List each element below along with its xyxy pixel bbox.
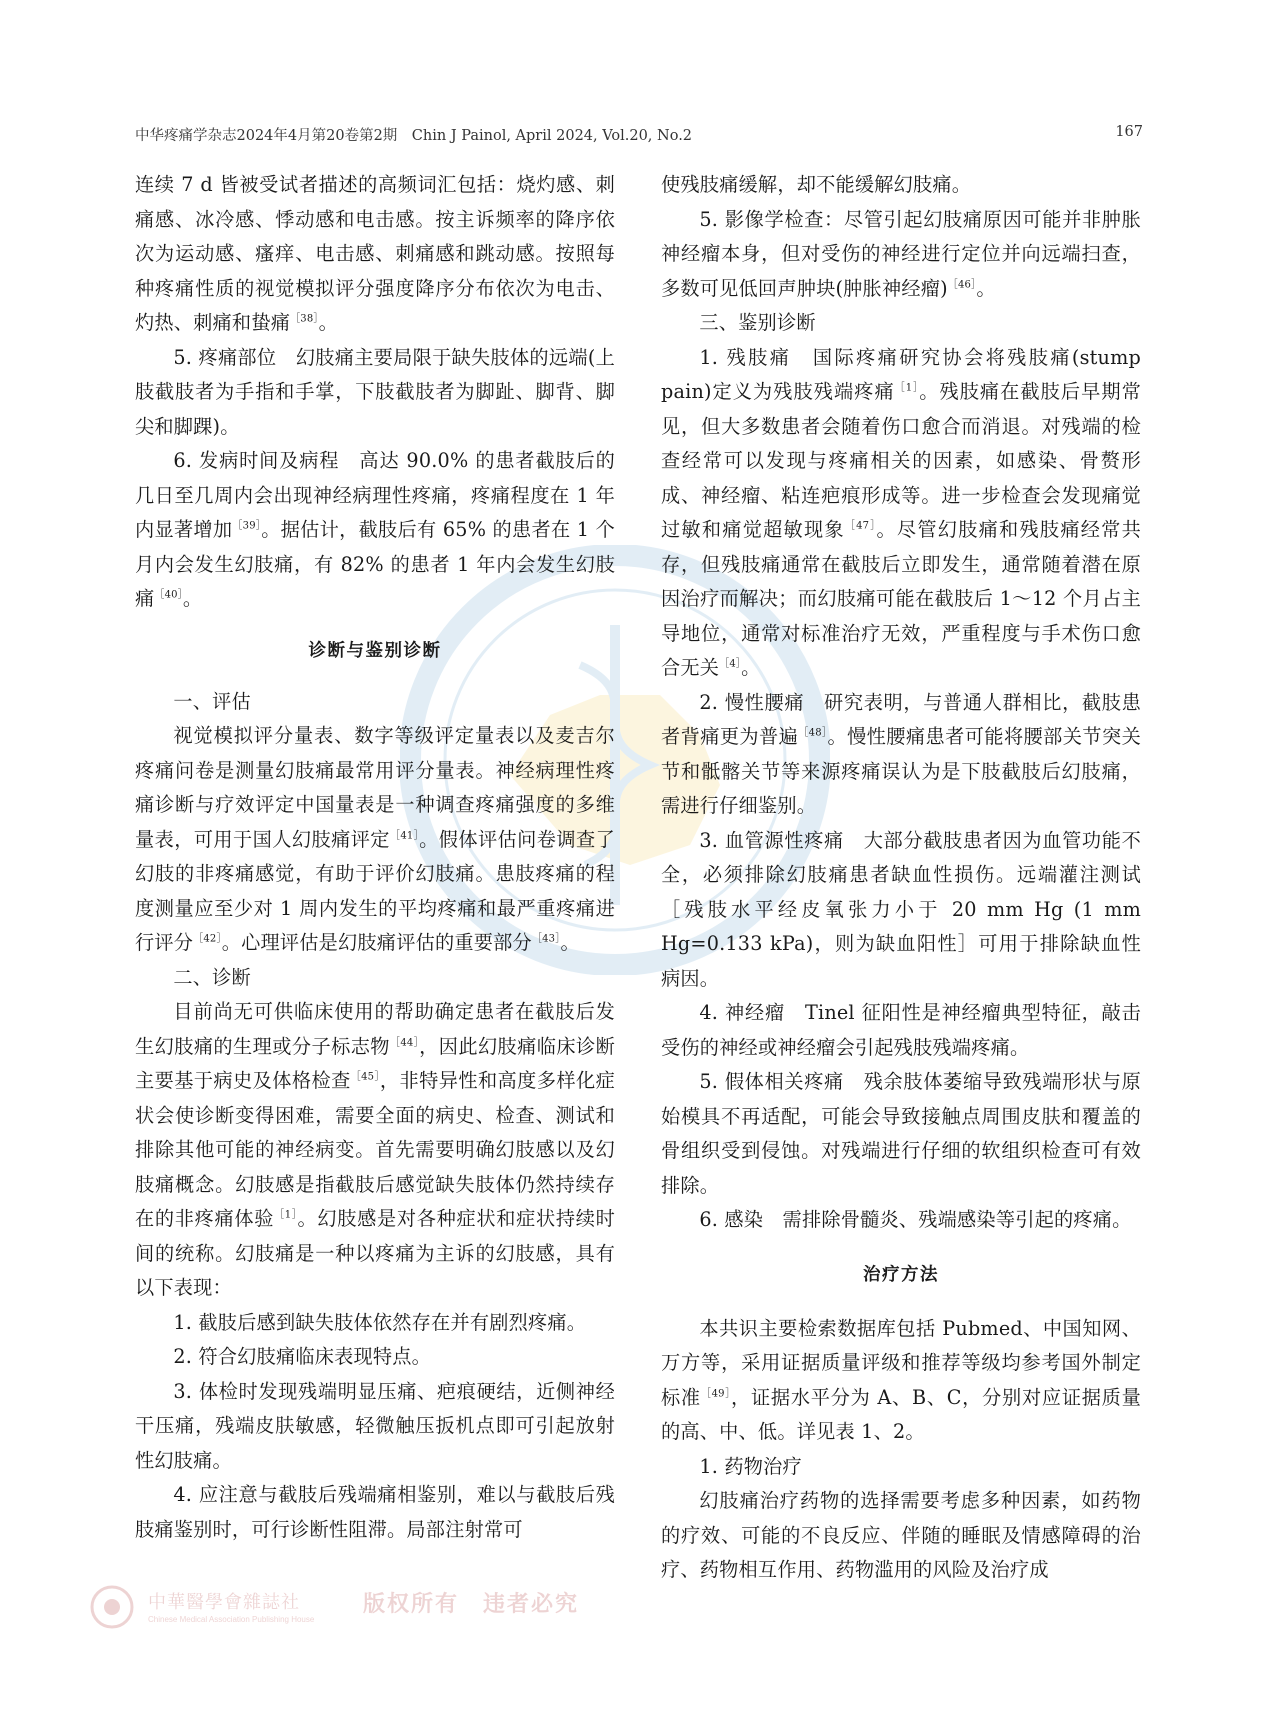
citation-ref[interactable]: ［47］ [844,520,877,532]
section-heading-treatment: 治疗方法 [863,1264,939,1285]
list-item: 3. 体检时发现残端明显压痛、疤痕硬结，近侧神经干压痛，残端皮肤敏感，轻微触压扳机点即可引起放射性幻肢痛。 [135,1379,615,1472]
page-number: 167 [1115,124,1143,140]
right-column [661,168,1141,1588]
citation-ref[interactable]: ［39］ [232,520,262,532]
citation-ref[interactable]: ［49］ [700,1388,732,1400]
publisher-watermark [88,1583,588,1633]
paragraph: 本共识主要检索数据库包括 Pubmed、中国知网、万方等，采用证据质量评级和推荐等级均参考国外制定标准$^{[49]}$，证据水平分为 A、B、C，分别对应证据质量的高、中、低。详见表 1、2。 [661,1316,1142,1443]
paragraph: 目前尚无可供临床使用的帮助确定患者在截肢后发生幻肢痛的生理或分子标志物$^{[44]}$，因此幻肢痛临床诊断主要基于病史及体格检查$^{[45]}$，非特异性和高度多样化症状会使诊断变得困难，需要全面的病史、检查、测试和排除其他可能的神经病变。首先需要明确幻肢感以及幻肢痛概念。幻肢感是指截肢后感觉缺失肢体仍然持续存在的非疼痛体验$^{[1]}$。幻肢感是对各种症状和症状持续时间的统称。幻肢痛是一种以疼痛为主诉的幻肢感，具有以下表现： [135,1000,615,1299]
paragraph: 5. 影像学检查：尽管引起幻肢痛原因可能并非肿胀神经瘤本身，但对受伤的神经进行定位并向远端扫查，多数可见低回声肿块(肿胀神经瘤)$^{[46]}$。 [661,207,1141,300]
citation-ref[interactable]: ［4］ [719,658,742,670]
paragraph: 视觉模拟评分量表、数字等级评定量表以及麦吉尔疼痛问卷是测量幻肢痛最常用评分量表。神经病理性疼痛诊断与疗效评定中国量表是一种调查疼痛强度的多维量表，可用于国人幻肢痛评定$^{[41]}$。假体评估问卷调查了幻肢的非疼痛感觉，有助于评价幻肢痛。患肢疼痛的程度测量应至少对 1 周内发生的平均疼痛和最严重疼痛进行评分$^{[42]}$。心理评估是幻肢痛评估的重要部分$^{[43]}$。 [135,724,615,954]
paragraph: 1. 残肢痛 国际疼痛研究协会将残肢痛(stump pain)定义为残肢残端疼痛$^{[1]}$。残肢痛在截肢后早期常见，但大多数患者会随着伤口愈合而消退。对残端的检查经常可以发现与疼痛相关的因素，如感染、骨赘形成、神经瘤、粘连疤痕形成等。进一步检查会发现痛觉过敏和痛觉超敏现象$^{[47]}$。尽管幻肢痛和残肢痛经常共存，但残肢痛通常在截肢后立即发生，通常随着潜在原因治疗而解决；而幻肢痛可能在截肢后 1～12 个月占主导地位，通常对标准治疗无效，严重程度与手术伤口愈合无关$^{[4]}$。 [661,345,1141,679]
paragraph: 5. 疼痛部位 幻肢痛主要局限于缺失肢体的远端(上肢截肢者为手指和手掌，下肢截肢者为脚趾、脚背、脚尖和脚踝)。 [135,345,615,438]
citation-ref[interactable]: ［43］ [531,933,561,945]
subheading-assessment: 一、评估 [173,689,251,713]
paragraph: 3. 血管源性疼痛 大部分截肢患者因为血管功能不全，必须排除幻肢痛患者缺血性损伤。远端灌注测试［残肢水平经皮氧张力小于 20 mm Hg (1 mm Hg=0.133 kPa)，则为缺血阳性］可用于排除缺血性病因。 [661,828,1141,990]
left-column [135,168,615,1547]
running-head [135,124,1143,148]
section-heading-diagnosis: 诊断与鉴别诊断 [308,640,442,661]
citation-ref[interactable]: ［44］ [389,1037,420,1049]
citation-ref[interactable]: ［42］ [193,933,222,945]
list-item: 1. 截肢后感到缺失肢体依然存在并有剧烈疼痛。 [173,1310,587,1334]
paragraph: 5. 假体相关疼痛 残余肢体萎缩导致残端形状与原始模具不再适配，可能会导致接触点周围皮肤和覆盖的骨组织受到侵蚀。对残端进行仔细的软组织检查可有效排除。 [661,1070,1141,1197]
publisher-name: 中華醫學會雜誌社 [148,1592,300,1613]
list-item: 2. 符合幻肢痛临床表现特点。 [173,1345,432,1368]
citation-ref[interactable]: ［40］ [154,589,183,601]
citation-ref[interactable]: ［48］ [798,727,828,739]
paragraph: 连续 7 d 皆被受试者描述的高频词汇包括：烧灼感、刺痛感、冰冷感、悸动感和电击感。按主诉频率的降序依次为运动感、瘙痒、电击感、刺痛感和跳动感。按照每种疼痛性质的视觉模拟评分强度降序分布依次为电击、灼热、刺痛和蛰痛$^{[38]}$。 [135,173,615,334]
citation-ref[interactable]: ［1］ [894,382,920,394]
paragraph: 6. 发病时间及病程 高达 90.0% 的患者截肢后的几日至几周内会出现神经病理性疼痛，疼痛程度在 1 年内显著增加$^{[39]}$。据估计，截肢后有 65% 的患者在 1 个月内会发生幻肢痛，有 82% 的患者 1 年内会发生幻肢痛$^{[40]}$。 [135,449,615,610]
paragraph: 4. 神经瘤 Tinel 征阳性是神经瘤典型特征，敲击受伤的神经或神经瘤会引起残肢残端疼痛。 [661,1001,1141,1059]
paragraph: 6. 感染 需排除骨髓炎、残端感染等引起的疼痛。 [699,1208,1132,1231]
citation-ref[interactable]: ［38］ [290,313,319,325]
paragraph: 使残肢痛缓解，却不能缓解幻肢痛。 [661,173,972,196]
subheading-differential: 三、鉴别诊断 [699,311,816,334]
journal-citation: 中华疼痛学杂志2024年4月第20卷第2期 Chin J Painol, April 2024, Vol.20, No.2 [135,128,693,144]
paragraph: 2. 慢性腰痛 研究表明，与普通人群相比，截肢患者背痛更为普遍$^{[48]}$。慢性腰痛患者可能将腰部关节突关节和骶髂关节等来源疼痛误认为是下肢截肢后幻肢痛，需进行仔细鉴别。 [661,690,1141,817]
list-item: 4. 应注意与截肢后残端痛相鉴别，难以与截肢后残肢痛鉴别时，可行诊断性阻滞。局部注射常可 [135,1483,615,1541]
copyright-warning-tag: 违者必究 [483,1592,580,1617]
citation-ref[interactable]: ［46］ [947,279,977,291]
publisher-logo-icon [88,1583,136,1631]
copyright-tag: 版权所有 [363,1592,460,1617]
citation-ref[interactable]: ［1］ [274,1209,298,1221]
publisher-name-en: Chinese Medical Association Publishing House [148,1615,315,1624]
citation-ref[interactable]: ［45］ [350,1071,380,1083]
subheading-diagnosis: 二、诊断 [173,965,251,989]
subheading-drug-therapy: 1. 药物治疗 [699,1454,802,1478]
paragraph: 幻肢痛治疗药物的选择需要考虑多种因素，如药物的疗效、可能的不良反应、伴随的睡眠及情感障碍的治疗、药物相互作用、药物滥用的风险及治疗成 [661,1489,1141,1581]
citation-ref[interactable]: ［41］ [389,830,420,842]
